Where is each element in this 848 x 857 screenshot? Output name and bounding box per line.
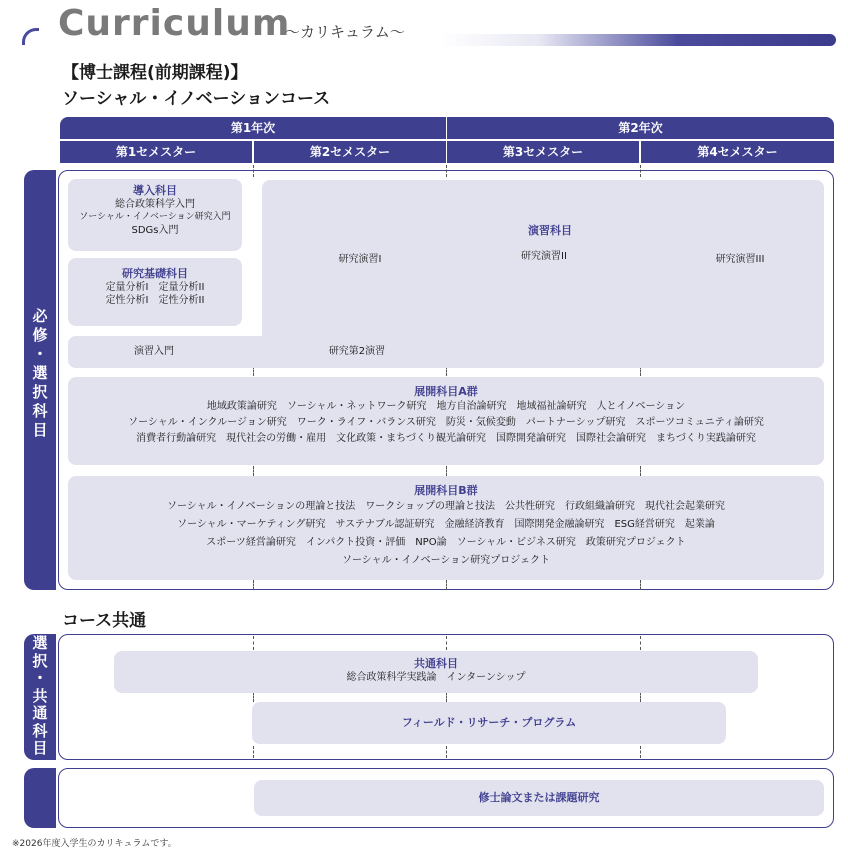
side-char: 目 (32, 739, 48, 757)
divider (446, 746, 447, 758)
side-char: ・ (32, 345, 48, 363)
semester-header-1: 第1セメスター (60, 141, 252, 163)
side-char: 選 (32, 364, 48, 382)
divider (640, 746, 641, 758)
side-char: 択 (32, 383, 48, 401)
divider (446, 692, 447, 702)
intro-subject: ソーシャル・イノベーション研究入門 (79, 212, 231, 222)
group-b-box (68, 476, 824, 580)
group-a-line: 地域政策論研究 ソーシャル・ネットワーク研究 地方自治論研究 地域福祉論研究 人とイノベーション (206, 401, 686, 412)
divider (446, 466, 447, 476)
group-a-line: 消費者行動論研究 現代社会の労働・雇用 文化政策・まちづくり観光論研究 国際開発論研究 国際社会論研究 まちづくり実践論研究 (136, 433, 756, 444)
side-char: 選 (32, 634, 48, 652)
practice-title: 演習科目 (528, 224, 572, 237)
side-char: ・ (32, 669, 48, 687)
semester-header-4: 第4セメスター (641, 141, 834, 163)
side-char: 目 (32, 421, 48, 439)
divider (640, 692, 641, 702)
side-char: 修 (32, 326, 48, 344)
group-b-line: ソーシャル・イノベーションの理論と技法 ワークショップの理論と技法 公共性研究 行政組織論研究 現代社会起業研究 (167, 501, 725, 512)
header-curl-decoration (22, 28, 39, 45)
year-header-2: 第2年次 (447, 117, 834, 139)
footnote: ※2026年度入学生のカリキュラムです。 (12, 839, 177, 849)
divider (253, 466, 254, 476)
basic-subject: 定量分析I 定量分析II (105, 282, 205, 293)
common-heading: コース共通 (62, 611, 147, 631)
divider (446, 580, 447, 590)
intro-practice: 演習入門 (134, 346, 174, 357)
field-research-label: フィールド・リサーチ・プログラム (401, 716, 577, 729)
divider (640, 636, 641, 650)
thesis-side-tab (24, 768, 56, 828)
divider (253, 165, 254, 177)
page-title: Curriculum (58, 3, 291, 44)
group-a-box (68, 377, 824, 465)
side-char: 科 (32, 402, 48, 420)
basic-subjects-box (68, 258, 242, 326)
intro-subject: 総合政策科学入門 (115, 199, 195, 210)
field-research-box (252, 702, 726, 744)
divider (640, 165, 641, 177)
divider (446, 165, 447, 177)
side-char: 科 (32, 721, 48, 740)
divider (640, 466, 641, 476)
thesis-box (254, 780, 824, 816)
side-char: 択 (32, 651, 48, 670)
common-subjects-title: 共通科目 (414, 657, 458, 670)
intro-subjects-box (68, 179, 242, 251)
intro-subjects-title: 導入科目 (133, 184, 177, 197)
group-b-title: 展開科目B群 (414, 484, 478, 497)
group-a-title: 展開科目A群 (414, 385, 478, 398)
semester-header-3: 第3セメスター (447, 141, 639, 163)
basic-subjects-title: 研究基礎科目 (122, 267, 188, 280)
program-label: 【博士課程(前期課程)】 (62, 63, 248, 83)
page-subtitle: 〜カリキュラム〜 (285, 23, 405, 41)
side-char: 通 (32, 704, 48, 722)
course-label: ソーシャル・イノベーションコース (62, 89, 331, 109)
group-b-line: スポーツ経営論研究 インパクト投資・評価 NPO論 ソーシャル・ビジネス研究 政策研究プロジェクト (206, 537, 686, 548)
practice-s3: 研究演習II (521, 251, 567, 262)
divider (253, 580, 254, 590)
practice-s2: 研究演習I (338, 254, 382, 265)
group-b-line: ソーシャル・マーケティング研究 サステナブル認証研究 金融経済教育 国際開発金融論研究 ESG経営研究 起業論 (177, 519, 715, 530)
intro-subject: SDGs入門 (131, 225, 179, 236)
group-b-line: ソーシャル・イノベーション研究プロジェクト (342, 555, 550, 566)
divider (640, 580, 641, 590)
group-a-line: ソーシャル・インクルージョン研究 ワーク・ライフ・バランス研究 防災・気候変動 パートナーシップ研究 スポーツコミュニティ論研究 (128, 417, 764, 428)
required-side-tab (24, 170, 56, 590)
side-char: 必 (32, 307, 48, 325)
divider (446, 636, 447, 650)
header-gradient-bar (440, 34, 836, 46)
divider (253, 746, 254, 758)
divider (253, 692, 254, 702)
divider (253, 636, 254, 650)
basic-subject: 定性分析I 定性分析II (105, 295, 205, 306)
year-header-1: 第1年次 (60, 117, 446, 139)
common-subjects-box (114, 651, 758, 693)
practice-s4: 研究演習III (715, 254, 765, 265)
common-side-tab (24, 634, 56, 760)
side-char: 共 (32, 686, 48, 705)
second-practice: 研究第2演習 (328, 346, 386, 357)
semester-header-2: 第2セメスター (254, 141, 446, 163)
common-subjects-items: 総合政策科学実践論 インターンシップ (346, 672, 526, 683)
thesis-label: 修士論文または課題研究 (478, 791, 600, 804)
